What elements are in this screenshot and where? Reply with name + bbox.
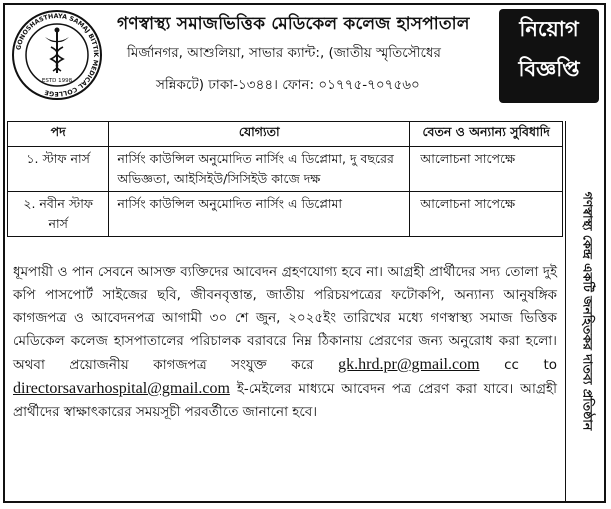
address-line-1: মির্জানগর, আশুলিয়া, সাভার ক্যান্ট:, (জাতীয় স্মৃতিসৌধের bbox=[127, 45, 441, 61]
table-row bbox=[8, 192, 563, 237]
badge-line-2: বিজ্ঞপ্তি bbox=[518, 57, 580, 81]
instructions-paragraph: ধূমপায়ী ও পান সেবনে আসক্ত ব্যক্তিদের আবেদন গ্রহণযোগ্য হবে না। আগ্রহী প্রার্থীদের সদ্য তোলা দুই কপি পাসপোর্ট সাইজের ছবি, জীবনবৃত্তান্ত, জাতীয় পরিচয়পত্রের ফটোকপি, অন্যান্য আনুষঙ্গিক কাগজপত্র ও আবেদনপত্র আগামী ৩০ শে জুন, ২০২৫ইং তারিখের মধ্যে গণস্বাস্থ্য সমাজ ভিত্তিক মেডিকেল কলেজ হাসপাতালের পরিচালক বরাবরে নিম্ন ঠিকানায় প্রেরণের জন্য অনুরোধ করা হলো। অথবা প্রয়োজনীয় কাগজপত্র সংযুক্ত করে bbox=[13, 264, 557, 373]
closing-paragraph: ই-মেইলের মাধ্যমে আবেদন পত্র প্রেরণ করা যাবে। আগ্রহী প্রার্থীদের স্বাক্ষাৎকারের সময়সূচী পরবর্তীতে জানানো হবে। bbox=[13, 381, 557, 420]
hospital-logo bbox=[11, 9, 103, 101]
job-advertisement bbox=[3, 3, 606, 503]
row-post: ২. নবীন স্টাফ নার্স bbox=[8, 192, 109, 237]
row-post: ১. স্টাফ নার্স bbox=[8, 147, 109, 192]
header-qualification: যোগ্যতা bbox=[109, 122, 410, 147]
table-header-row bbox=[8, 122, 563, 147]
logo-ring-text: GONOSHASTHAYA SAMAJ BITTIK MEDICAL COLLEGE bbox=[15, 12, 100, 98]
email-link-hr[interactable]: gk.hrd.pr@gmail.com bbox=[338, 356, 480, 373]
positions-table bbox=[7, 121, 563, 237]
table-row bbox=[8, 147, 563, 192]
recruitment-badge bbox=[499, 9, 599, 103]
sidebar-text: গণস্বাস্থ্য কেন্দ্র একটি জনহিতকর দাতব্য প্রতিষ্ঠান bbox=[580, 191, 596, 431]
ad-header bbox=[5, 5, 604, 121]
email-link-director[interactable]: directorsavarhospital@gmail.com bbox=[13, 380, 230, 397]
sidebar-strip bbox=[565, 121, 605, 501]
header-post: পদ bbox=[8, 122, 109, 147]
row-qualification: নার্সিং কাউন্সিল অনুমোদিত নার্সিং এ ডিপ্লোমা bbox=[109, 192, 410, 237]
instructions-text bbox=[13, 261, 557, 424]
row-qualification: নার্সিং কাউন্সিল অনুমোদিত নার্সিং এ ডিপ্লোমা, দু বছরের অভিজ্ঞতা, আইসিইউ/সিসিইউ কাজে দক্ষ bbox=[109, 147, 410, 192]
badge-line-1: নিয়োগ bbox=[519, 17, 579, 41]
address-line-2: সন্নিকটে) ঢাকা-১৩৪৪। ফোন: ০১৭৭৫-৭০৭৫৬০ bbox=[156, 77, 420, 93]
header-salary: বেতন ও অন্যান্য সুবিধাদি bbox=[410, 122, 563, 147]
hospital-name: গণস্বাস্থ্য সমাজভিত্তিক মেডিকেল কলেজ হাসপাতাল bbox=[117, 14, 470, 34]
caduceus-icon bbox=[45, 28, 69, 74]
row-salary: আলোচনা সাপেক্ষে bbox=[410, 147, 563, 192]
row-salary: আলোচনা সাপেক্ষে bbox=[410, 192, 563, 237]
cc-text: cc to bbox=[504, 357, 558, 373]
logo-est-text: ESTD 1998 bbox=[41, 78, 73, 84]
